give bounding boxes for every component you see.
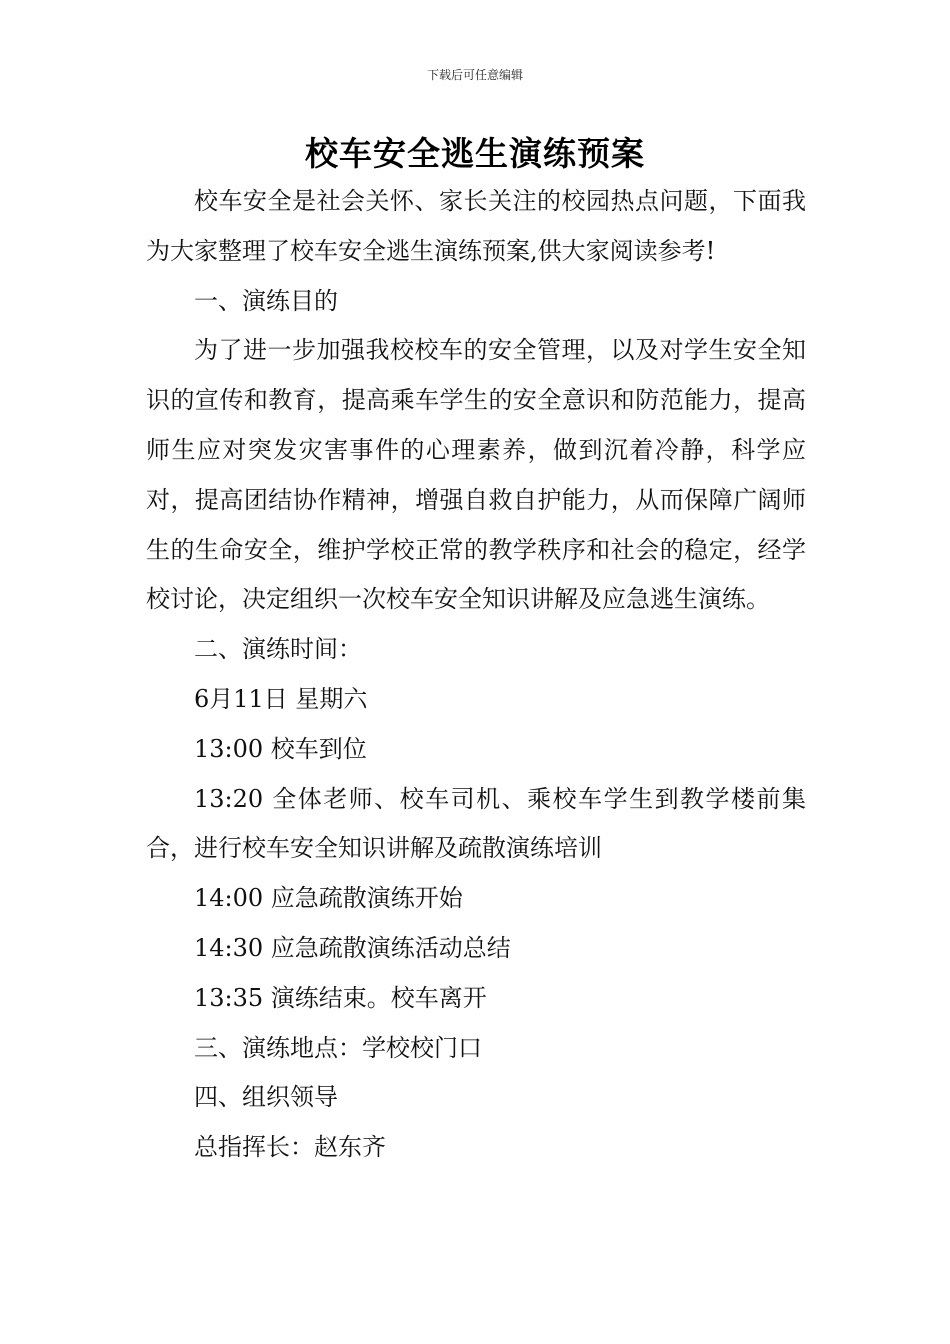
section-heading-purpose: 一、演练目的 [194,286,338,315]
schedule-item: 14:00 应急疏散演练开始 [194,884,463,913]
intro-paragraph: 校车安全是社会关怀、家长关注的校园热点问题，下面我为大家整理了校车安全逃生演练预案,供大家阅读参考! [146,187,806,265]
schedule-item: 13:35 演练结束。校车离开 [194,983,487,1012]
section-heading-time: 二、演练时间： [194,635,362,664]
schedule-date: 6月11日 星期六 [194,684,368,713]
purpose-paragraph: 为了进一步加强我校校车的安全管理，以及对学生安全知识的宣传和教育，提高乘车学生的安全意识和防范能力，提高师生应对突发灾害事件的心理素养，做到沉着冷静，科学应对，提高团结协作精神，增强自救自护能力，从而保障广阔师生的生命安全，维护学校正常的教学秩序和社会的稳定，经学校讨论，决定组织一次校车安全知识讲解及应急逃生演练。 [146,336,806,614]
section-heading-location: 三、演练地点：学校校门口 [194,1033,482,1062]
document-body [146,177,806,1173]
section-heading-organization: 四、组织领导 [194,1083,338,1112]
schedule-item: 14:30 应急疏散演练活动总结 [194,933,511,962]
header-note: 下载后可任意编辑 [426,68,523,82]
document-title: 校车安全逃生演练预案 [305,134,645,173]
commander-line: 总指挥长：赵东齐 [194,1133,386,1162]
schedule-item: 13:00 校车到位 [194,734,367,763]
schedule-item: 13:20 全体老师、校车司机、乘校车学生到教学楼前集合，进行校车安全知识讲解及疏散演练培训 [146,784,806,863]
